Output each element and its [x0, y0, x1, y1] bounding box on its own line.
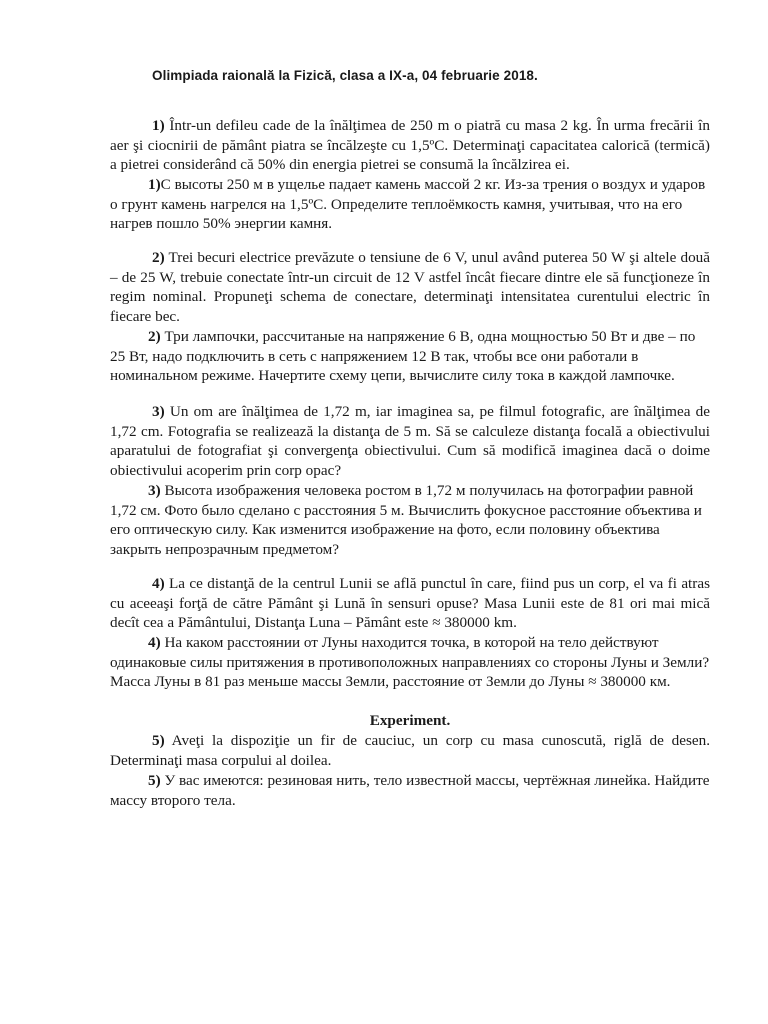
- problem-number: 4): [148, 634, 161, 651]
- problem-4-romanian: [110, 574, 710, 633]
- problem-text: На каком расстоянии от Луны находится точка, в которой на тело действуют одинаковые силы притяжения в противоположных направлениях со стороны Луны и Земли? Масса Луны в 81 раз меньше массы Земли, расстояние от Земли до Луны ≈ 380000 км.: [110, 634, 710, 691]
- problem-text: Три лампочки, рассчитаные на напряжение 6 В, одна мощностью 50 Вт и две – по 25 Вт, надо подключить в сеть с напряжением 12 В так, чтобы все они работали в номинальном режиме. Начертите схему цепи, вычислите силу тока в каждой лампочке.: [110, 328, 696, 385]
- problem-number: 4): [152, 575, 165, 592]
- problem-number: 1): [148, 176, 161, 193]
- problem-number: 2): [148, 328, 161, 345]
- problem-number: 3): [148, 482, 161, 499]
- problem-1-romanian: [110, 116, 710, 175]
- problem-text: С высоты 250 м в ущелье падает камень массой 2 кг. Из-за трения о воздух и ударов о грунт камень нагрелся на 1,5ºС. Определите теплоёмкость камня, учитывая, что на его нагрев пошло 50% энергии камня.: [110, 176, 706, 233]
- problem-text: Un om are înălţimea de 1,72 m, iar imaginea sa, pe filmul fotografic, are înălţimea de 1,72 cm. Fotografia se realizează la distanţa de 5 m. Să se calculeze distanţa focală a obiectivului aparatului de fotografiat şi convergenţa obiectivului. Cum să modifică imaginea dacă o doime obiectivului acoperim prin corp opac?: [110, 403, 710, 479]
- problem-number: 3): [152, 403, 165, 420]
- problem-3-romanian: [110, 402, 710, 480]
- problem-text: Aveţi la dispoziţie un fir de cauciuc, un corp cu masa cunoscută, riglă de desen. Determinaţi masa corpului al doilea.: [110, 732, 710, 769]
- problem-text: Высота изображения человека ростом в 1,72 м получилась на фотографии равной 1,72 см. Фото было сделано с расстояния 5 м. Вычислить фокусное расстояние объектива и его оптическую силу. Как изменится изображение на фото, если половину объектива закрыть непрозрачным предметом?: [110, 482, 702, 558]
- problem-5-russian: [110, 771, 710, 810]
- problem-3-russian: [110, 481, 710, 559]
- problem-number: 5): [148, 772, 161, 789]
- problem-text: Într-un defileu cade de la înălţimea de 250 m o piatră cu masa 2 kg. În urma frecării în aer şi ciocnirii de pământ piatra se încălzeşte cu 1,5ºC. Determinaţi capacitatea calorică (termică) a pietrei considerând că 50% din energia pietrei se consumă la încălzirea ei.: [110, 117, 710, 174]
- document-title: Olimpiada raională la Fizică, clasa a IX-a, 04 februarie 2018.: [152, 68, 538, 83]
- problem-text: У вас имеются: резиновая нить, тело известной массы, чертёжная линейка. Найдите массу второго тела.: [110, 772, 710, 809]
- problem-5-romanian: [110, 731, 710, 770]
- problem-number: 1): [152, 117, 165, 134]
- problem-number: 5): [152, 732, 165, 749]
- problem-text: Trei becuri electrice prevăzute o tensiune de 6 V, unul având puterea 50 W şi altele două – de 25 W, trebuie conectate într-un circuit de 12 V astfel încât fiecare dintre ele să funcţioneze în regim nominal. Propuneţi schema de conectare, determinaţi intensitatea curentului electric în fiecare bec.: [110, 249, 710, 325]
- problem-number: 2): [152, 249, 165, 266]
- problem-2-russian: [110, 327, 710, 386]
- problem-2-romanian: [110, 248, 710, 326]
- experiment-heading: Experiment.: [369, 712, 451, 729]
- problem-1-russian: [110, 175, 710, 234]
- problem-text: La ce distanţă de la centrul Lunii se află punctul în care, fiind pus un corp, el va fi atras cu aceeaşi forţă de către Pământ şi Lună în sensuri opuse? Masa Lunii este de 81 ori mai mică decît cea a Pământului, Distanţa Luna – Pământ este ≈ 380000 km.: [110, 575, 710, 632]
- problem-4-russian: [110, 633, 710, 692]
